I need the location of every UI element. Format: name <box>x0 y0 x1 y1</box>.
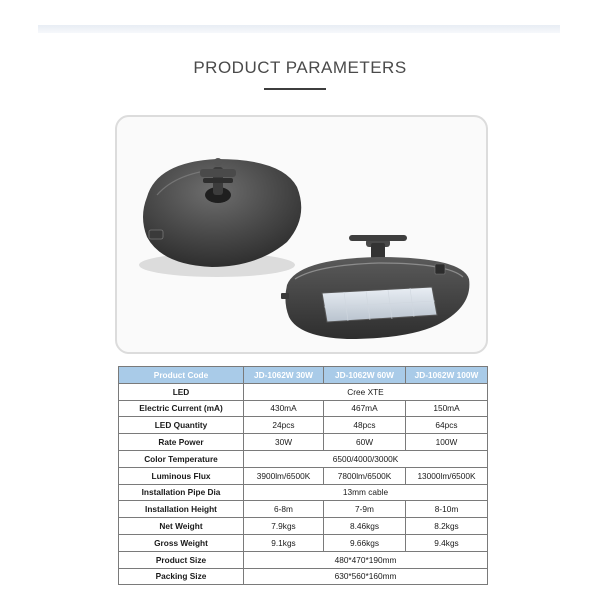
page-title: PRODUCT PARAMETERS <box>193 58 407 77</box>
row-value: 9.4kgs <box>406 534 488 551</box>
row-value: 150mA <box>406 400 488 417</box>
table-row <box>119 400 488 417</box>
row-value: 7-9m <box>324 501 406 518</box>
table-row <box>119 568 488 585</box>
row-value: 13000lm/6500K <box>406 467 488 484</box>
row-label: Luminous Flux <box>119 467 244 484</box>
row-value: 30W <box>244 434 324 451</box>
column-header: JD-1062W 30W <box>244 367 324 384</box>
table-row <box>119 518 488 535</box>
title-underline <box>264 88 326 90</box>
row-value: 9.1kgs <box>244 534 324 551</box>
row-value: 8.2kgs <box>406 518 488 535</box>
table-header-row <box>119 367 488 384</box>
row-value: 6-8m <box>244 501 324 518</box>
row-value: 13mm cable <box>244 484 488 501</box>
row-value: 24pcs <box>244 417 324 434</box>
row-label: Installation Pipe Dia <box>119 484 244 501</box>
row-label: Installation Height <box>119 501 244 518</box>
spec-table <box>118 366 488 585</box>
row-value: 480*470*190mm <box>244 551 488 568</box>
row-value: 100W <box>406 434 488 451</box>
row-value: Cree XTE <box>244 383 488 400</box>
row-value: 7800lm/6500K <box>324 467 406 484</box>
row-value: 630*560*160mm <box>244 568 488 585</box>
column-header: JD-1062W 60W <box>324 367 406 384</box>
table-row <box>119 534 488 551</box>
table-row <box>119 434 488 451</box>
row-value: 430mA <box>244 400 324 417</box>
table-row <box>119 501 488 518</box>
row-label: Net Weight <box>119 518 244 535</box>
column-header: JD-1062W 100W <box>406 367 488 384</box>
row-value: 64pcs <box>406 417 488 434</box>
street-light-top-view <box>139 158 301 277</box>
product-photo <box>115 115 488 354</box>
row-value: 6500/4000/3000K <box>244 450 488 467</box>
table-row <box>119 383 488 400</box>
row-value: 60W <box>324 434 406 451</box>
row-value: 9.66kgs <box>324 534 406 551</box>
row-label: Rate Power <box>119 434 244 451</box>
row-label: LED Quantity <box>119 417 244 434</box>
column-header: Product Code <box>119 367 244 384</box>
street-light-side-view <box>281 235 469 339</box>
row-label: Packing Size <box>119 568 244 585</box>
row-value: 8.46kgs <box>324 518 406 535</box>
row-value: 467mA <box>324 400 406 417</box>
row-value: 7.9kgs <box>244 518 324 535</box>
row-label: Product Size <box>119 551 244 568</box>
row-label: Electric Current (mA) <box>119 400 244 417</box>
row-label: Color Temperature <box>119 450 244 467</box>
row-value: 48pcs <box>324 417 406 434</box>
table-row <box>119 467 488 484</box>
row-value: 3900lm/6500K <box>244 467 324 484</box>
top-band <box>38 25 560 33</box>
row-value: 8-10m <box>406 501 488 518</box>
table-row <box>119 450 488 467</box>
table-row <box>119 417 488 434</box>
table-row <box>119 551 488 568</box>
row-label: Gross Weight <box>119 534 244 551</box>
table-row <box>119 484 488 501</box>
row-label: LED <box>119 383 244 400</box>
